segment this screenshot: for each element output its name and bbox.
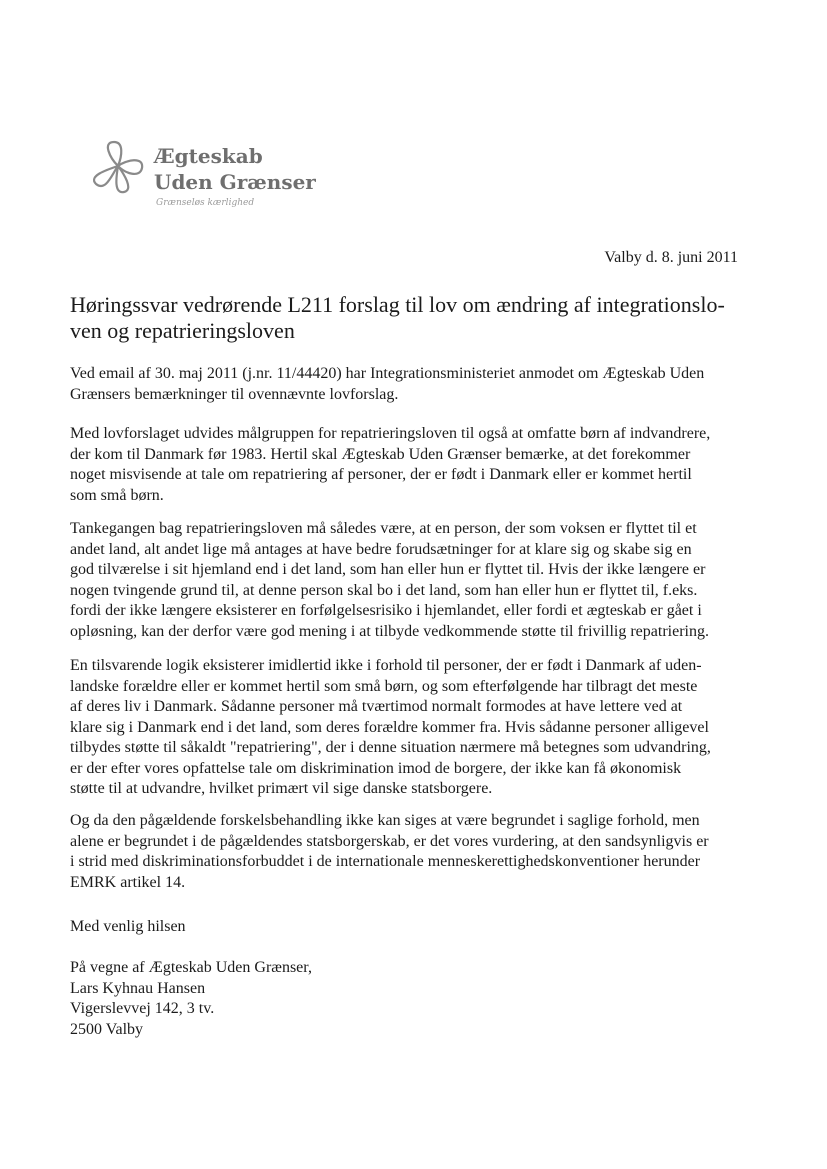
text-line: tilbydes støtte til såkaldt "repatriering", der i denne situation nærmere må betegnes som udvandring, [70, 739, 711, 756]
text-line: af deres liv i Danmark. Sådanne personer må tværtimod normalt formodes at have lettere ved at [70, 698, 683, 715]
text-line: fordi der ikke længere eksisterer en forfølgelsesrisiko i hjemlandet, eller fordi et ægteskab er gået i [70, 602, 702, 619]
letter-date: Valby d. 8. juni 2011 [604, 249, 738, 266]
signature-block [70, 958, 312, 1040]
paragraph-5 [70, 811, 770, 893]
text-line: Ved email af 30. maj 2011 (j.nr. 11/44420) har Integrationsministeriet anmodet om Ægteskab Uden [70, 365, 705, 382]
logo-tagline: Grænseløs kærlighed [156, 198, 255, 208]
text-line: god tilværelse i sit hjemland end i det land, som han eller hun er flyttet til. Hvis der ikke længere er [70, 561, 706, 578]
text-line: der kom til Danmark før 1983. Hertil skal Ægteskab Uden Grænser bemærke, at det forekommer [70, 445, 691, 463]
text-line: EMRK artikel 14. [70, 873, 186, 891]
signature-line: Vigerslevvej 142, 3 tv. [70, 1000, 215, 1017]
paragraph-4 [70, 656, 770, 800]
letter-heading [70, 292, 750, 344]
organization-logo [88, 136, 328, 216]
closing-salutation: Med venlig hilsen [70, 918, 186, 935]
paragraph-2 [70, 424, 770, 506]
heading-line: ven og repatrieringsloven [70, 318, 295, 343]
text-line: klare sig i Danmark end i det land, som deres forældre kommer fra. Hvis sådanne personer alligevel [70, 718, 709, 736]
paragraph-3 [70, 519, 770, 642]
logo-name-line1: Ægteskab [154, 144, 263, 168]
text-line: alene er begrundet i de pågældendes statsborgerskab, er det vores vurdering, at den sandsynligvis er [70, 832, 709, 850]
text-line: Med lovforslaget udvides målgruppen for repatrieringsloven til også at omfatte børn af indvandrere, [70, 425, 711, 442]
text-line: En tilsvarende logik eksisterer imidlertid ikke i forhold til personer, der er født i Danmark af uden- [70, 657, 702, 674]
text-line: andet land, alt andet lige må antages at have bedre forudsætninger for at klare sig og skabe sig en [70, 540, 692, 558]
signature-line: På vegne af Ægteskab Uden Grænser, [70, 959, 312, 976]
signature-line: Lars Kyhnau Hansen [70, 979, 206, 997]
text-line: opløsning, kan der derfor være god mening i at tilbyde vedkommende støtte til frivillig repatriering. [70, 622, 709, 640]
heading-line: Høringssvar vedrørende L211 forslag til lov om ændring af integrationslo- [70, 292, 725, 317]
text-line: noget misvisende at tale om repatriering af personer, der er født i Danmark eller er kommet hertil [70, 466, 692, 483]
text-line: støtte til at udvandre, hvilket primært vil sige danske statsborgere. [70, 780, 493, 797]
text-line: er der efter vores opfattelse tale om diskrimination imod de borgere, der ikke kan få økonomisk [70, 759, 682, 777]
text-line: nogen tvingende grund til, at denne person skal bo i det land, som han eller hun er flyttet til, f.eks. [70, 581, 698, 599]
signature-line: 2500 Valby [70, 1020, 144, 1038]
text-line: landske forældre eller er kommet hertil som små børn, og som efterfølgende har tilbragt det meste [70, 677, 698, 695]
clover-logo-icon [88, 136, 150, 198]
text-line: Grænsers bemærkninger til ovennævnte lovforslag. [70, 385, 399, 403]
text-line: som små børn. [70, 486, 164, 504]
logo-name-line2: Uden Grænser [154, 170, 316, 194]
text-line: Tankegangen bag repatrieringsloven må således være, at en person, der som voksen er flyttet til et [70, 520, 697, 537]
text-line: Og da den pågældende forskelsbehandling ikke kan siges at være begrundet i saglige forhold, men [70, 812, 700, 829]
paragraph-1 [70, 364, 770, 405]
text-line: i strid med diskriminationsforbuddet i de internationale menneskerettighedskonventioner herunder [70, 853, 701, 870]
